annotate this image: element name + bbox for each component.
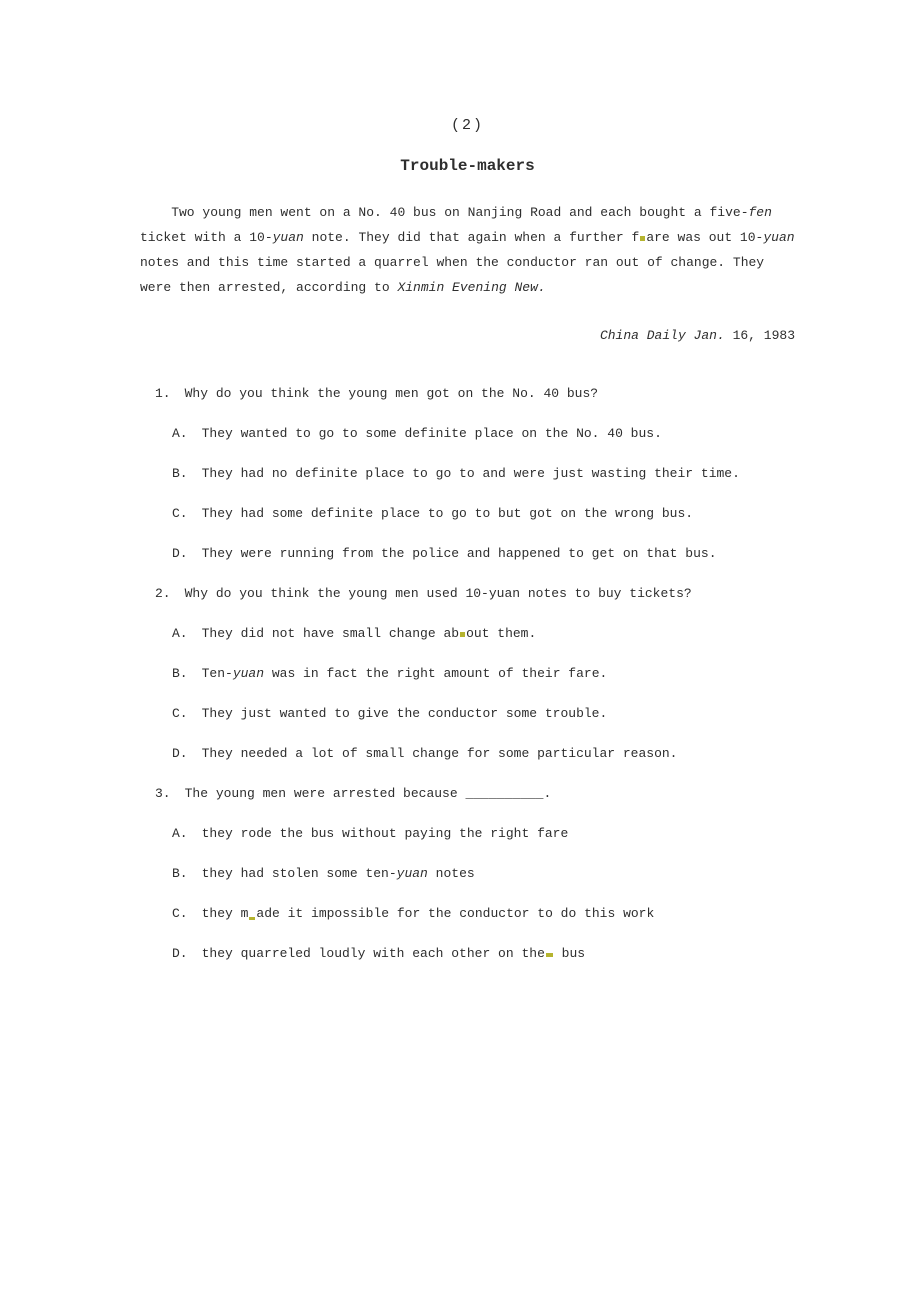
text-segment: The young men were arrested because __________.: [184, 786, 552, 801]
italic-text: yuan: [396, 866, 428, 881]
answer-option: [140, 906, 795, 922]
text-segment: Why do you think the young men got on the No. 40 bus?: [184, 386, 599, 401]
question-number: 1.: [155, 386, 171, 401]
text-segment: ade it impossible for the conductor to do this work: [256, 906, 655, 921]
byline-source: China Daily Jan.: [599, 328, 725, 343]
answer-option: [140, 706, 795, 722]
annotation-mark: [546, 953, 553, 957]
annotation-mark: [249, 917, 255, 920]
italic-text: fen: [748, 205, 772, 220]
text-segment: they had stolen some ten-: [201, 866, 397, 881]
option-letter: B.: [172, 866, 188, 881]
answer-option: [140, 546, 795, 562]
answer-option: [140, 506, 795, 522]
section-number: (2): [450, 117, 484, 134]
question-number: 2.: [155, 586, 171, 601]
answer-option: [140, 866, 795, 882]
byline-date: 16, 1983: [724, 328, 795, 343]
text-segment: notes: [427, 866, 475, 881]
text-segment: note. They did that again when a further f: [303, 230, 640, 245]
question-text: [140, 586, 795, 602]
italic-text: yuan: [232, 666, 265, 681]
option-letter: D.: [172, 946, 188, 961]
text-segment: are was out 10-: [646, 230, 764, 245]
passage-line: [140, 225, 795, 250]
questions-section: [140, 386, 795, 962]
text-segment: Why do you think the young men used 10-yuan notes to buy tickets?: [184, 586, 692, 601]
page-title: Trouble-makers: [400, 157, 535, 175]
text-segment: They did not have small change ab: [201, 626, 460, 641]
annotation-mark: [460, 632, 465, 637]
text-segment: they quarreled loudly with each other on the: [201, 946, 545, 961]
italic-text: yuan: [272, 230, 304, 245]
question-text: [140, 386, 795, 402]
italic-text: Xinmin Evening New.: [397, 280, 546, 295]
text-segment: Ten-: [201, 666, 233, 681]
text-segment: Two young men went on a No. 40 bus on Nanjing Road and each bought a five-: [140, 205, 749, 220]
text-segment: notes and this time started a quarrel when the conductor ran out of change. They: [140, 255, 765, 270]
text-segment: They just wanted to give the conductor some trouble.: [201, 706, 608, 721]
text-segment: They had some definite place to go to but got on the wrong bus.: [201, 506, 694, 521]
text-segment: They needed a lot of small change for some particular reason.: [201, 746, 678, 761]
reading-passage: [140, 200, 795, 300]
option-letter: B.: [172, 466, 188, 481]
text-segment: they rode the bus without paying the right fare: [201, 826, 569, 841]
italic-text: yuan: [763, 230, 795, 245]
answer-option: [140, 626, 795, 642]
answer-option: [140, 666, 795, 682]
text-segment: they m: [201, 906, 249, 921]
annotation-mark: [640, 236, 645, 241]
answer-option: [140, 426, 795, 442]
option-letter: C.: [172, 506, 188, 521]
answer-option: [140, 746, 795, 762]
option-letter: A.: [172, 826, 188, 841]
passage-line: [140, 250, 795, 275]
text-segment: were then arrested, according to: [140, 280, 398, 295]
option-letter: D.: [172, 746, 188, 761]
option-letter: C.: [172, 706, 188, 721]
text-segment: They wanted to go to some definite place on the No. 40 bus.: [201, 426, 662, 441]
option-letter: D.: [172, 546, 188, 561]
question-text: [140, 786, 795, 802]
text-segment: bus: [553, 946, 586, 961]
text-segment: was in fact the right amount of their fare.: [264, 666, 608, 681]
question-number: 3.: [155, 786, 171, 801]
text-segment: out them.: [466, 626, 537, 641]
option-letter: A.: [172, 426, 188, 441]
answer-option: [140, 946, 795, 962]
option-letter: C.: [172, 906, 188, 921]
answer-option: [140, 466, 795, 482]
option-letter: B.: [172, 666, 188, 681]
text-segment: They were running from the police and happened to get on that bus.: [201, 546, 717, 561]
option-letter: A.: [172, 626, 188, 641]
passage-line: [140, 200, 795, 225]
text-segment: They had no definite place to go to and were just wasting their time.: [201, 466, 740, 481]
byline: [140, 312, 795, 360]
text-segment: ticket with a 10-: [140, 230, 273, 245]
passage-line: [140, 275, 795, 300]
answer-option: [140, 826, 795, 842]
